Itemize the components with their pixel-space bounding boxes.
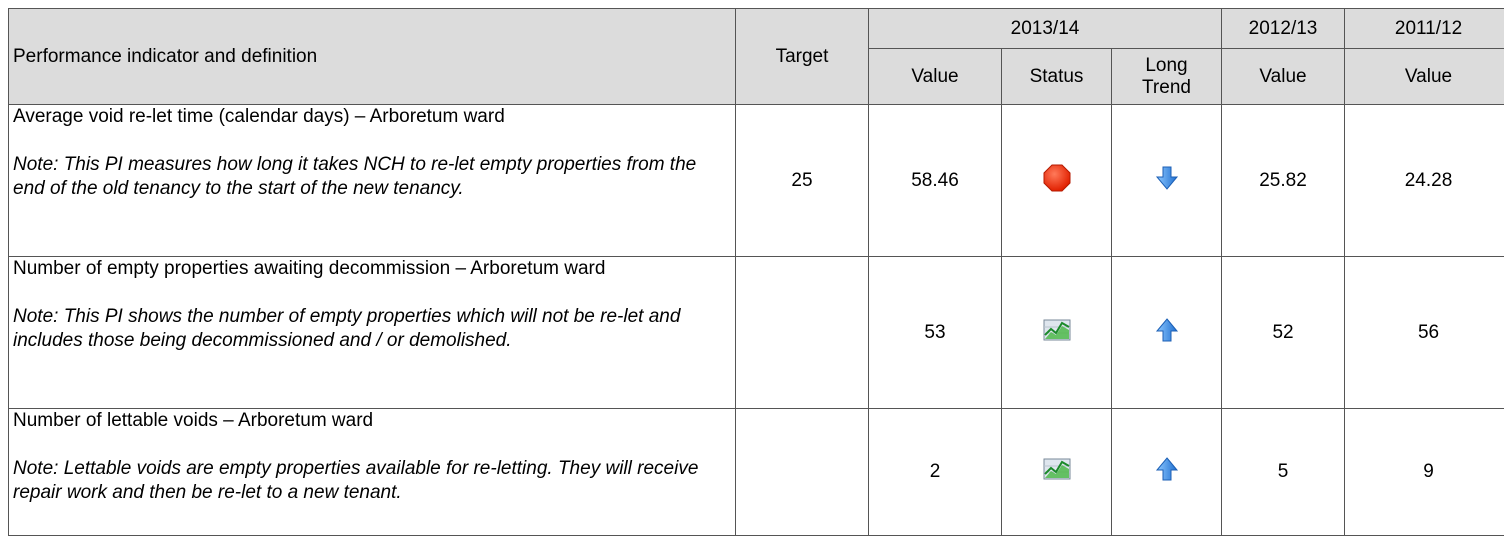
header-year-2013-14: 2013/14 [869,9,1222,49]
status-cell [1002,105,1112,257]
value-2012-13-cell: 25.82 [1222,105,1345,257]
indicator-title: Average void re-let time (calendar days) – Arboretum ward [13,106,505,127]
header-long-trend [1112,49,1222,105]
table-row [9,257,1504,409]
value-2012-13-cell: 5 [1222,409,1345,536]
indicator-note: Note: Lettable voids are empty properties available for re-letting. They will receive repair work and then be re-let to a new tenant. [13,458,699,503]
status-cell [1002,257,1112,409]
table-row [9,409,1504,536]
header-indicator: Performance indicator and definition [9,9,736,105]
trend-cell [1112,105,1222,257]
header-year-2012-13: 2012/13 [1222,9,1345,49]
value-2011-12-cell: 56 [1345,257,1504,409]
target-cell [736,257,869,409]
indicator-note: Note: This PI shows the number of empty properties which will not be re-let and includes those being decommissioned and / or demolished. [13,306,681,351]
trend-cell [1112,409,1222,536]
header-value-2013-14: Value [869,49,1002,105]
value-2012-13-cell: 52 [1222,257,1345,409]
header-long-trend-line2: Trend [1142,76,1191,98]
target-cell: 25 [736,105,869,257]
header-year-2011-12: 2011/12 [1345,9,1504,49]
header-value-2012-13: Value [1222,49,1345,105]
value-cell: 58.46 [869,105,1002,257]
target-cell [736,409,869,536]
arrow-down-icon [1155,166,1179,196]
trend-cell [1112,257,1222,409]
data-only-chart-icon [1043,318,1071,348]
table-row [9,105,1504,257]
stop-octagon-icon [1043,164,1071,198]
header-status: Status [1002,49,1112,105]
arrow-up-icon [1155,457,1179,487]
value-2011-12-cell: 9 [1345,409,1504,536]
header-target: Target [736,9,869,105]
indicator-cell [9,105,736,257]
indicator-title: Number of lettable voids – Arboretum ward [13,410,374,431]
value-2011-12-cell: 24.28 [1345,105,1504,257]
status-cell [1002,409,1112,536]
indicator-cell [9,409,736,536]
header-row-years [9,9,1504,49]
value-cell: 2 [869,409,1002,536]
indicator-cell [9,257,736,409]
header-value-2011-12: Value [1345,49,1504,105]
data-only-chart-icon [1043,457,1071,487]
indicator-title: Number of empty properties awaiting decommission – Arboretum ward [13,258,606,279]
header-long-trend-line1: Long [1145,54,1188,76]
value-cell: 53 [869,257,1002,409]
arrow-up-icon [1155,318,1179,348]
performance-table [8,8,1504,536]
indicator-note: Note: This PI measures how long it takes NCH to re-let empty properties from the end of the old tenancy to the start of the new tenancy. [13,154,697,199]
